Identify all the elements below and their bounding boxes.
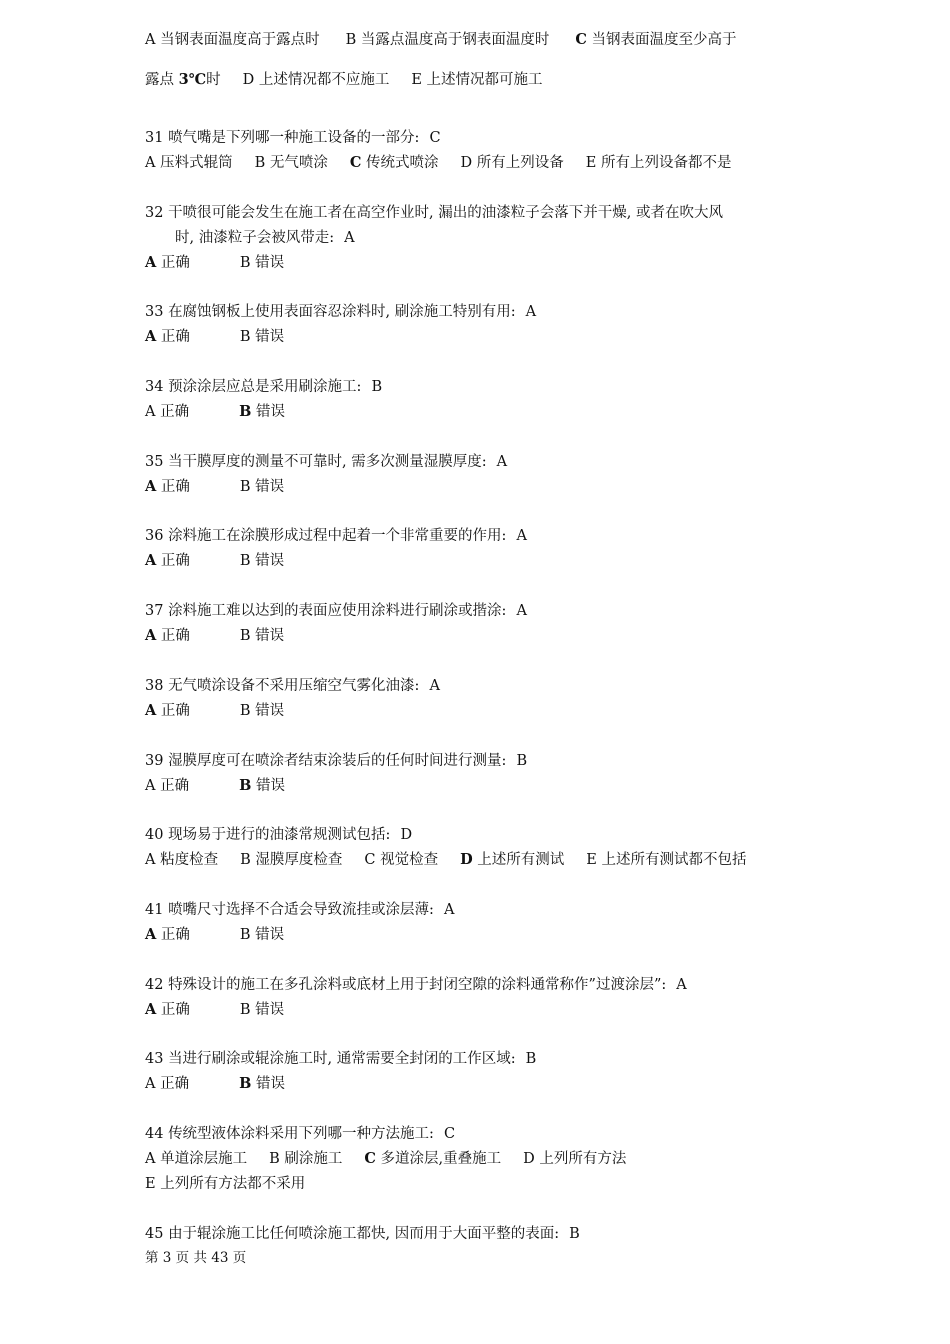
option-letter: B (239, 553, 251, 569)
option-letter: A (145, 404, 156, 420)
options-33 (145, 327, 334, 347)
options-31 (145, 153, 753, 173)
options-44 (145, 1149, 648, 1169)
option-letter: B (269, 1151, 280, 1167)
option: B 错误 (239, 703, 285, 719)
question-number: 39 (145, 753, 169, 769)
question-number: 42 (145, 977, 169, 993)
option: A 正确 (145, 254, 190, 271)
option: B 错误 (239, 403, 285, 420)
option-letter: C (349, 154, 362, 171)
option: D 上述所有测试 (460, 851, 565, 868)
option-letter: A (145, 254, 157, 271)
option: D 所有上列设备 (460, 155, 564, 171)
option-letter: A (145, 702, 157, 719)
question-39 (145, 751, 527, 771)
answer: B (569, 1226, 580, 1242)
answer: A (443, 902, 455, 918)
option-letter: B (254, 155, 266, 171)
question-number: 31 (145, 130, 169, 146)
option: A 正确 (145, 1001, 190, 1018)
question-text: 当干膜厚度的测量不可靠时, 需多次测量湿膜厚度: (168, 454, 487, 470)
option: B 刷涂施工 (269, 1151, 343, 1167)
answer: A (525, 304, 537, 320)
option: E 上述所有测试都不包括 (586, 852, 747, 868)
option: B 湿膜厚度检查 (240, 852, 343, 868)
option-letter: A (145, 32, 156, 48)
intro-line-2 (145, 70, 565, 90)
answer: B (371, 379, 383, 395)
page-footer: 第 3 页 共 43 页 (145, 1250, 247, 1266)
question-text: 涂料施工难以达到的表面应使用涂料进行刷涂或揩涂: (168, 603, 507, 619)
question-text: 传统型液体涂料采用下列哪一种方法施工: (168, 1126, 434, 1142)
question-text: 在腐蚀钢板上使用表面容忍涂料时, 刷涂施工特别有用: (168, 304, 516, 320)
option: A 正确 (145, 1076, 190, 1092)
option-letter: B (239, 255, 251, 271)
option: A 正确 (145, 404, 190, 420)
options-38 (145, 701, 334, 721)
question-33 (145, 302, 536, 322)
question-number: 32 (145, 205, 169, 221)
option: B 错误 (239, 553, 285, 569)
option: A 正确 (145, 627, 190, 644)
intro-text: 时 (206, 72, 221, 88)
option-letter: E (585, 155, 597, 171)
option-letter: A (145, 155, 156, 171)
option-letter: B (239, 777, 252, 794)
option-letter: A (145, 926, 157, 943)
question-40 (145, 825, 412, 845)
question-32-cont (175, 228, 355, 248)
intro-option: A 当钢表面温度高于露点时 (145, 32, 320, 48)
option-letter: B (239, 1075, 252, 1092)
options-37 (145, 626, 334, 646)
option-letter: A (145, 1151, 156, 1167)
option-letter: A (145, 328, 157, 345)
options-35 (145, 477, 334, 497)
options-36 (145, 551, 334, 571)
option-letter: D (460, 155, 473, 171)
question-35 (145, 452, 507, 472)
answer: A (344, 230, 355, 246)
question-number: 45 (145, 1226, 169, 1242)
question-44 (145, 1124, 455, 1144)
question-number: 38 (145, 678, 169, 694)
question-number: 34 (145, 379, 169, 395)
question-number: 43 (145, 1051, 169, 1067)
question-36 (145, 526, 527, 546)
option-letter: C (364, 852, 376, 868)
question-38 (145, 676, 440, 696)
option: A 正确 (145, 552, 190, 569)
question-text: 预涂涂层应总是采用刷涂施工: (168, 379, 362, 395)
question-text: 涂料施工在涂膜形成过程中起着一个非常重要的作用: (168, 528, 507, 544)
option-letter: A (145, 778, 156, 794)
question-text: 时, 油漆粒子会被风带走: (175, 230, 335, 246)
option: C 传统式喷涂 (349, 154, 439, 171)
answer: C (443, 1126, 456, 1142)
answer: A (516, 603, 527, 619)
option-letter: B (240, 852, 251, 868)
question-text: 现场易于进行的油漆常规测试包括: (168, 827, 391, 843)
options-40 (145, 850, 768, 870)
options-39 (145, 776, 335, 796)
option-letter: D (460, 851, 473, 868)
option-letter: B (239, 329, 251, 345)
option: B 无气喷涂 (254, 155, 328, 171)
question-text: 喷嘴尺寸选择不合适会导致流挂或涂层薄: (168, 902, 434, 918)
option-letter: A (145, 627, 157, 644)
option-letter: A (145, 852, 156, 868)
question-text: 湿膜厚度可在喷涂者结束涂装后的任何时间进行测量: (168, 753, 507, 769)
options-34 (145, 402, 335, 422)
question-31 (145, 128, 441, 148)
intro-option: B 当露点温度高于钢表面温度时 (345, 32, 550, 48)
question-number: 35 (145, 454, 169, 470)
option-letter: A (145, 552, 157, 569)
option: B 错误 (239, 628, 285, 644)
option: B 错误 (239, 777, 285, 794)
option-letter: A (145, 478, 157, 495)
intro-option: C 当钢表面温度至少高于 (575, 31, 737, 48)
option-letter: C (575, 31, 587, 48)
option: B 错误 (239, 255, 285, 271)
question-42 (145, 975, 687, 995)
question-text: 无气喷涂设备不采用压缩空气雾化油漆: (168, 678, 420, 694)
intro-text: 露点 (145, 72, 179, 88)
option: C 多道涂层,重叠施工 (364, 1150, 502, 1167)
option-letter: A (145, 1001, 157, 1018)
option: E 所有上列设备都不是 (585, 155, 732, 171)
option: A 正确 (145, 778, 190, 794)
option: A 正确 (145, 702, 190, 719)
options-43 (145, 1074, 335, 1094)
question-number: 33 (145, 304, 169, 320)
option: A 压料式辊筒 (145, 155, 233, 171)
option-letter: E (411, 72, 422, 88)
option: C 视觉检查 (364, 852, 439, 868)
answer: B (516, 753, 528, 769)
question-number: 36 (145, 528, 169, 544)
option: A 正确 (145, 478, 190, 495)
question-34 (145, 377, 382, 397)
options-32 (145, 253, 334, 273)
option-letter: E (586, 852, 597, 868)
question-number: 40 (145, 827, 169, 843)
option-letter: B (345, 32, 357, 48)
option-letter: B (239, 927, 251, 943)
options-44 (145, 1174, 327, 1194)
option: E 上列所有方法都不采用 (145, 1176, 306, 1192)
question-text: 干喷很可能会发生在施工者在高空作业时, 漏出的油漆粒子会落下并干燥, 或者在吹大风 (168, 205, 723, 221)
question-43 (145, 1049, 536, 1069)
option: A 单道涂层施工 (145, 1151, 248, 1167)
answer: A (516, 528, 527, 544)
intro-line-1 (145, 30, 763, 50)
option-letter: A (145, 1076, 156, 1092)
option-letter: B (239, 403, 252, 420)
question-text: 喷气嘴是下列哪一种施工设备的一部分: (168, 130, 420, 146)
answer: A (676, 977, 687, 993)
option-letter: B (239, 479, 251, 495)
intro-option: E 上述情况都可施工 (411, 72, 543, 88)
option: B 错误 (239, 1075, 285, 1092)
option: A 正确 (145, 926, 190, 943)
question-45 (145, 1224, 580, 1244)
question-41 (145, 900, 454, 920)
option: B 错误 (239, 329, 285, 345)
option: B 错误 (239, 1002, 285, 1018)
question-number: 37 (145, 603, 169, 619)
option-letter: C (364, 1150, 376, 1167)
option: D 上列所有方法 (523, 1151, 627, 1167)
option-letter: B (239, 628, 251, 644)
options-41 (145, 925, 334, 945)
option-letter: D (523, 1151, 535, 1167)
question-number: 44 (145, 1126, 169, 1142)
intro-option: D 上述情况都不应施工 (242, 72, 390, 88)
option-letter: D (242, 72, 255, 88)
option-letter: B (239, 703, 251, 719)
answer: A (429, 678, 440, 694)
intro-temp: 3℃ (178, 71, 207, 88)
answer: D (400, 827, 413, 843)
answer: A (496, 454, 508, 470)
question-text: 由于辊涂施工比任何喷涂施工都快, 因而用于大面平整的表面: (168, 1226, 560, 1242)
question-number: 41 (145, 902, 169, 918)
question-text: 当进行刷涂或辊涂施工时, 通常需要全封闭的工作区域: (168, 1051, 516, 1067)
option-letter: B (239, 1002, 251, 1018)
option: A 正确 (145, 328, 190, 345)
question-37 (145, 601, 527, 621)
option: B 错误 (239, 927, 285, 943)
question-32 (145, 203, 723, 223)
options-42 (145, 1000, 334, 1020)
option-letter: E (145, 1176, 156, 1192)
answer: B (525, 1051, 537, 1067)
question-text: 特殊设计的施工在多孔涂料或底材上用于封闭空隙的涂料通常称作”过渡涂层”: (168, 977, 667, 993)
answer: C (429, 130, 441, 146)
option: B 错误 (239, 479, 285, 495)
option: A 粘度检查 (145, 852, 219, 868)
